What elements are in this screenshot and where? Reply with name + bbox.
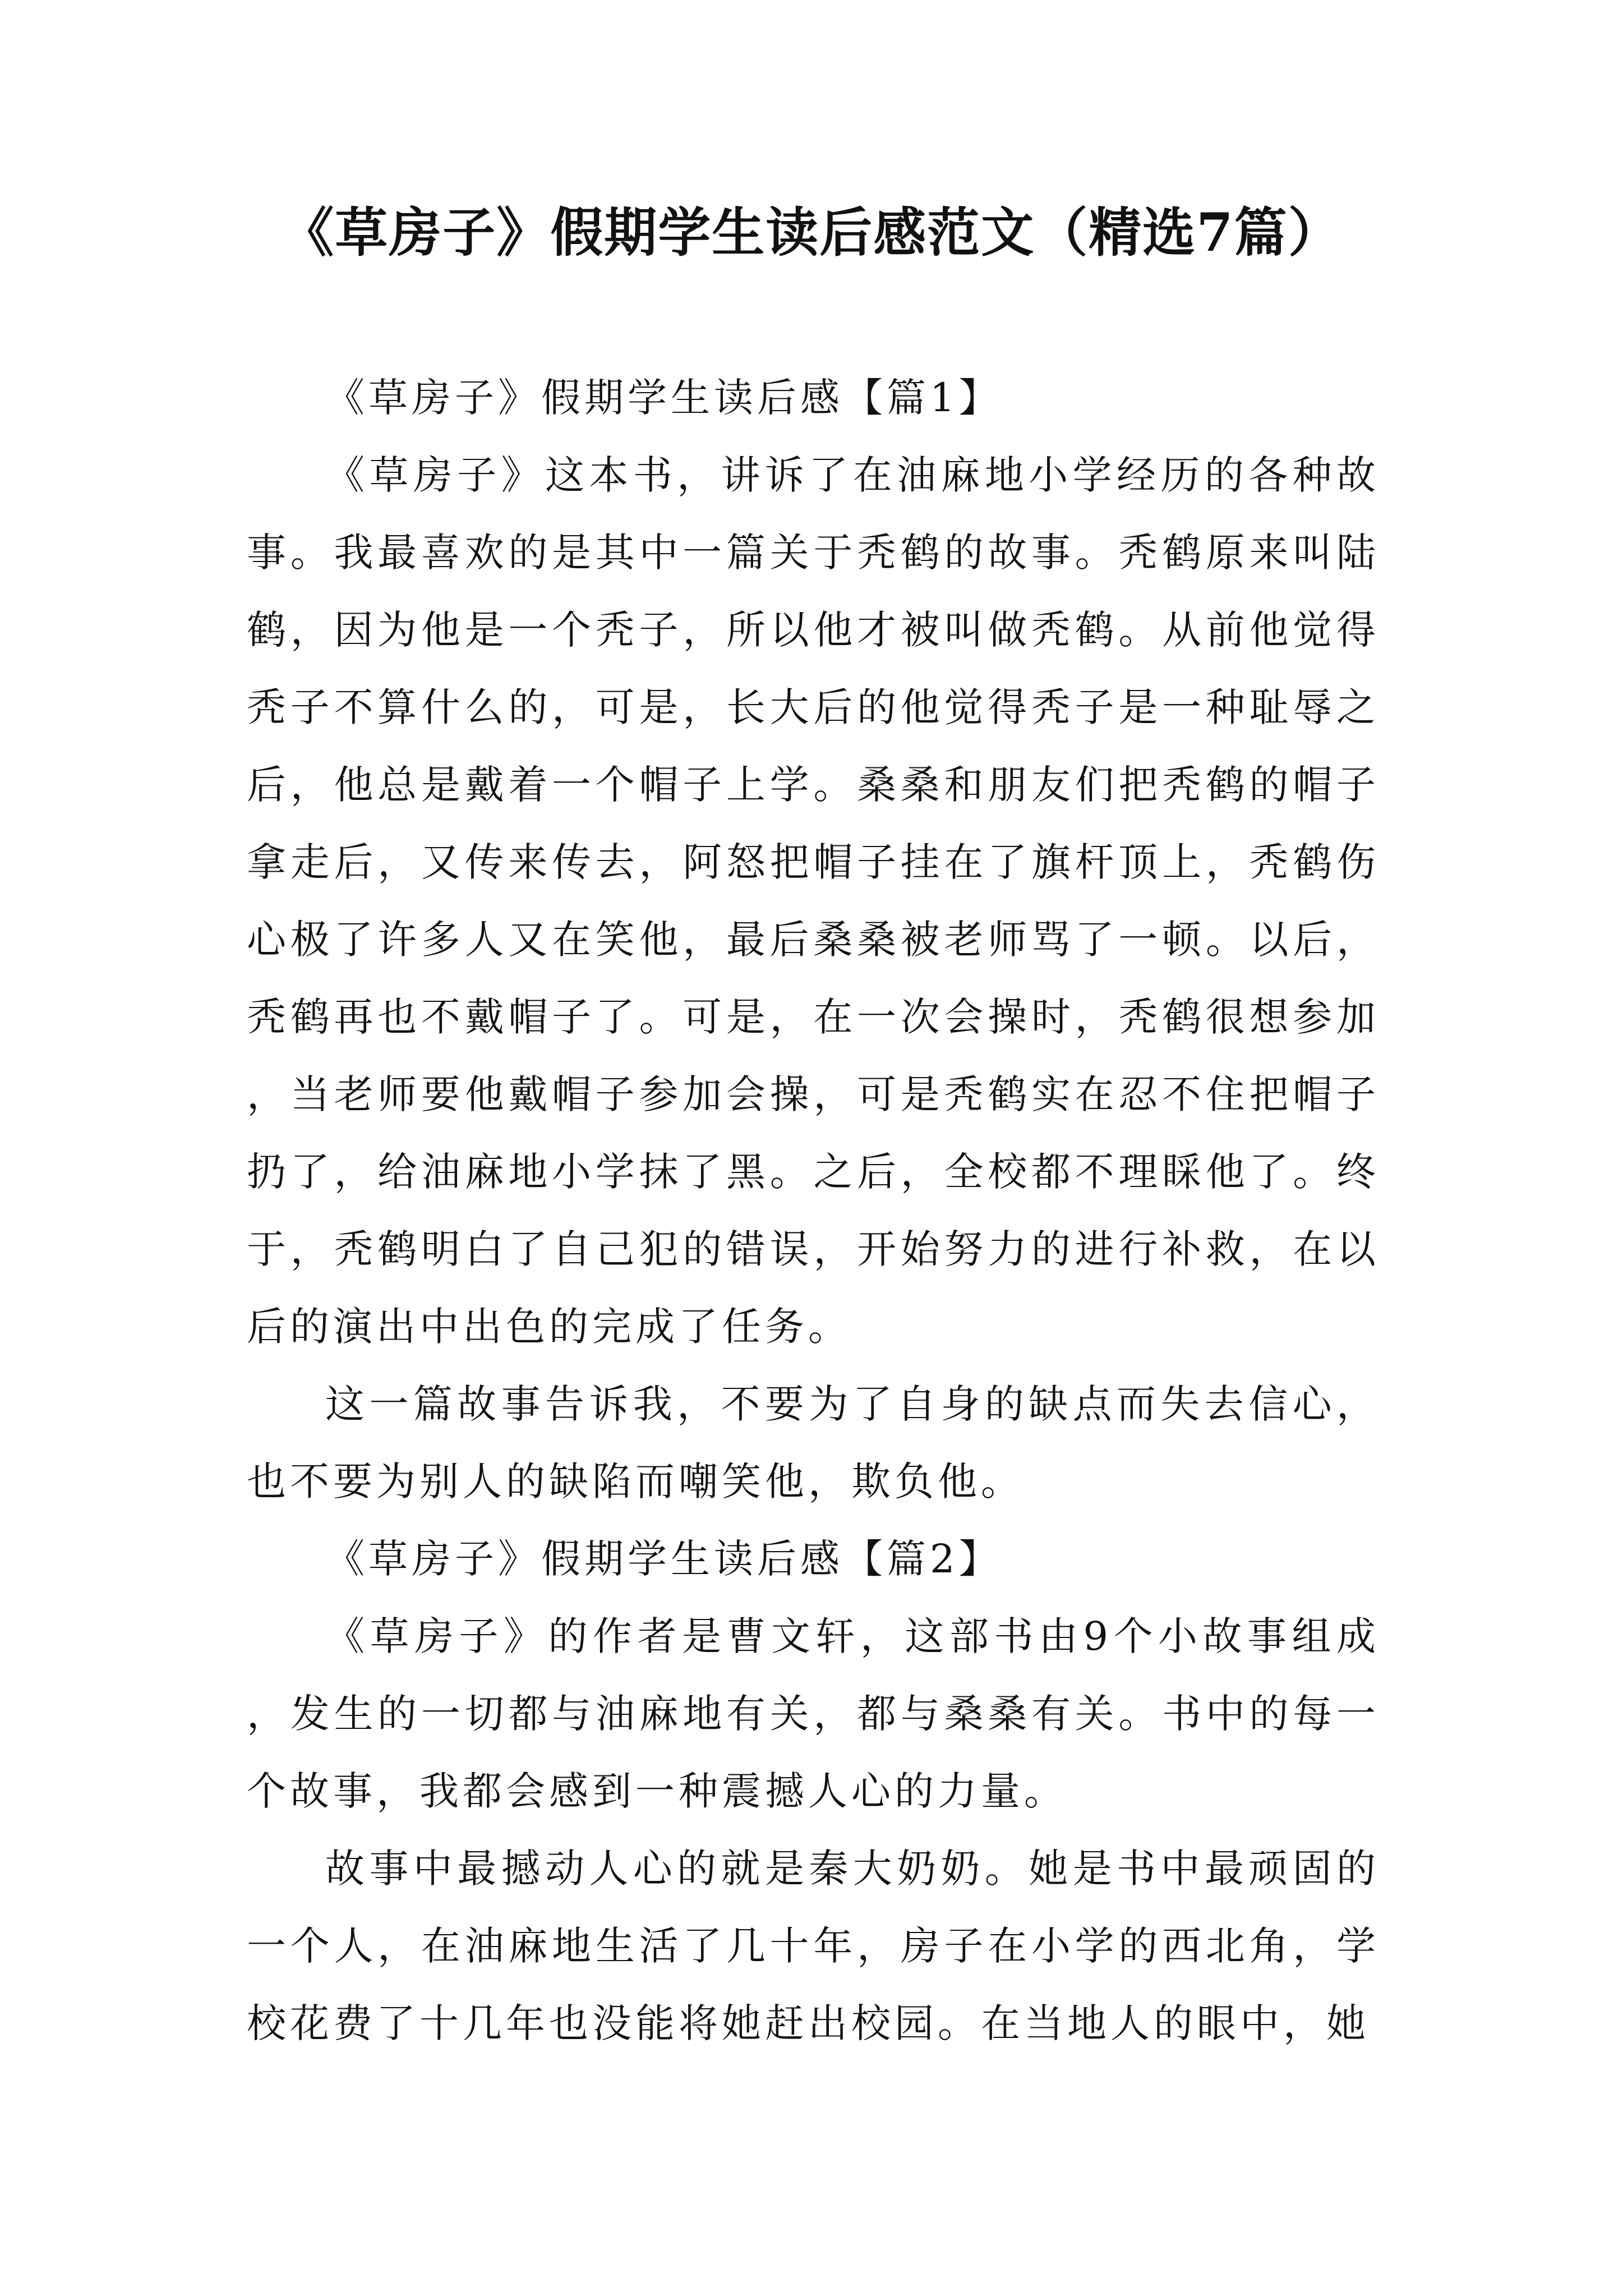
document-body (247, 359, 1380, 2062)
document-title: 《草房子》假期学生读后感范文（精选7篇） (281, 202, 1342, 264)
paragraph: 《草房子》的作者是曹文轩，这部书由9个小故事组成，发生的一切都与油麻地有关，都与桑桑有关。书中的每一个故事，我都会感到一种震撼人心的力量。 (247, 1613, 1380, 1814)
paragraph: 这一篇故事告诉我，不要为了自身的缺点而失去信心，也不要为别人的缺陷而嘲笑他，欺负他。 (247, 1381, 1380, 1504)
section-heading-2: 《草房子》假期学生读后感【篇2】 (325, 1536, 1002, 1582)
paragraph: 故事中最撼动人心的就是秦大奶奶。她是书中最顽固的一个人，在油麻地生活了几十年，房子在小学的西北角，学校花费了十几年也没能将她赶出校园。在当地人的眼中，她 (247, 1846, 1380, 2046)
paragraph: 《草房子》这本书，讲诉了在油麻地小学经历的各种故事。我最喜欢的是其中一篇关于秃鹤的故事。秃鹤原来叫陆鹤，因为他是一个秃子，所以他才被叫做秃鹤。从前他觉得秃子不算什么的，可是，长大后的他觉得秃子是一种耻辱之后，他总是戴着一个帽子上学。桑桑和朋友们把秃鹤的帽子拿走后，又传来传去，阿怒把帽子挂在了旗杆顶上，秃鹤伤心极了许多人又在笑他，最后桑桑被老师骂了一顿。以后，秃鹤再也不戴帽子了。可是，在一次会操时，秃鹤很想参加，当老师要他戴帽子参加会操，可是秃鹤实在忍不住把帽子扔了，给油麻地小学抹了黑。之后，全校都不理睬他了。终于，秃鹤明白了自己犯的错误，开始努力的进行补救，在以后的演出中出色的完成了任务。 (247, 452, 1380, 1350)
section-heading-1: 《草房子》假期学生读后感【篇1】 (325, 375, 1002, 421)
